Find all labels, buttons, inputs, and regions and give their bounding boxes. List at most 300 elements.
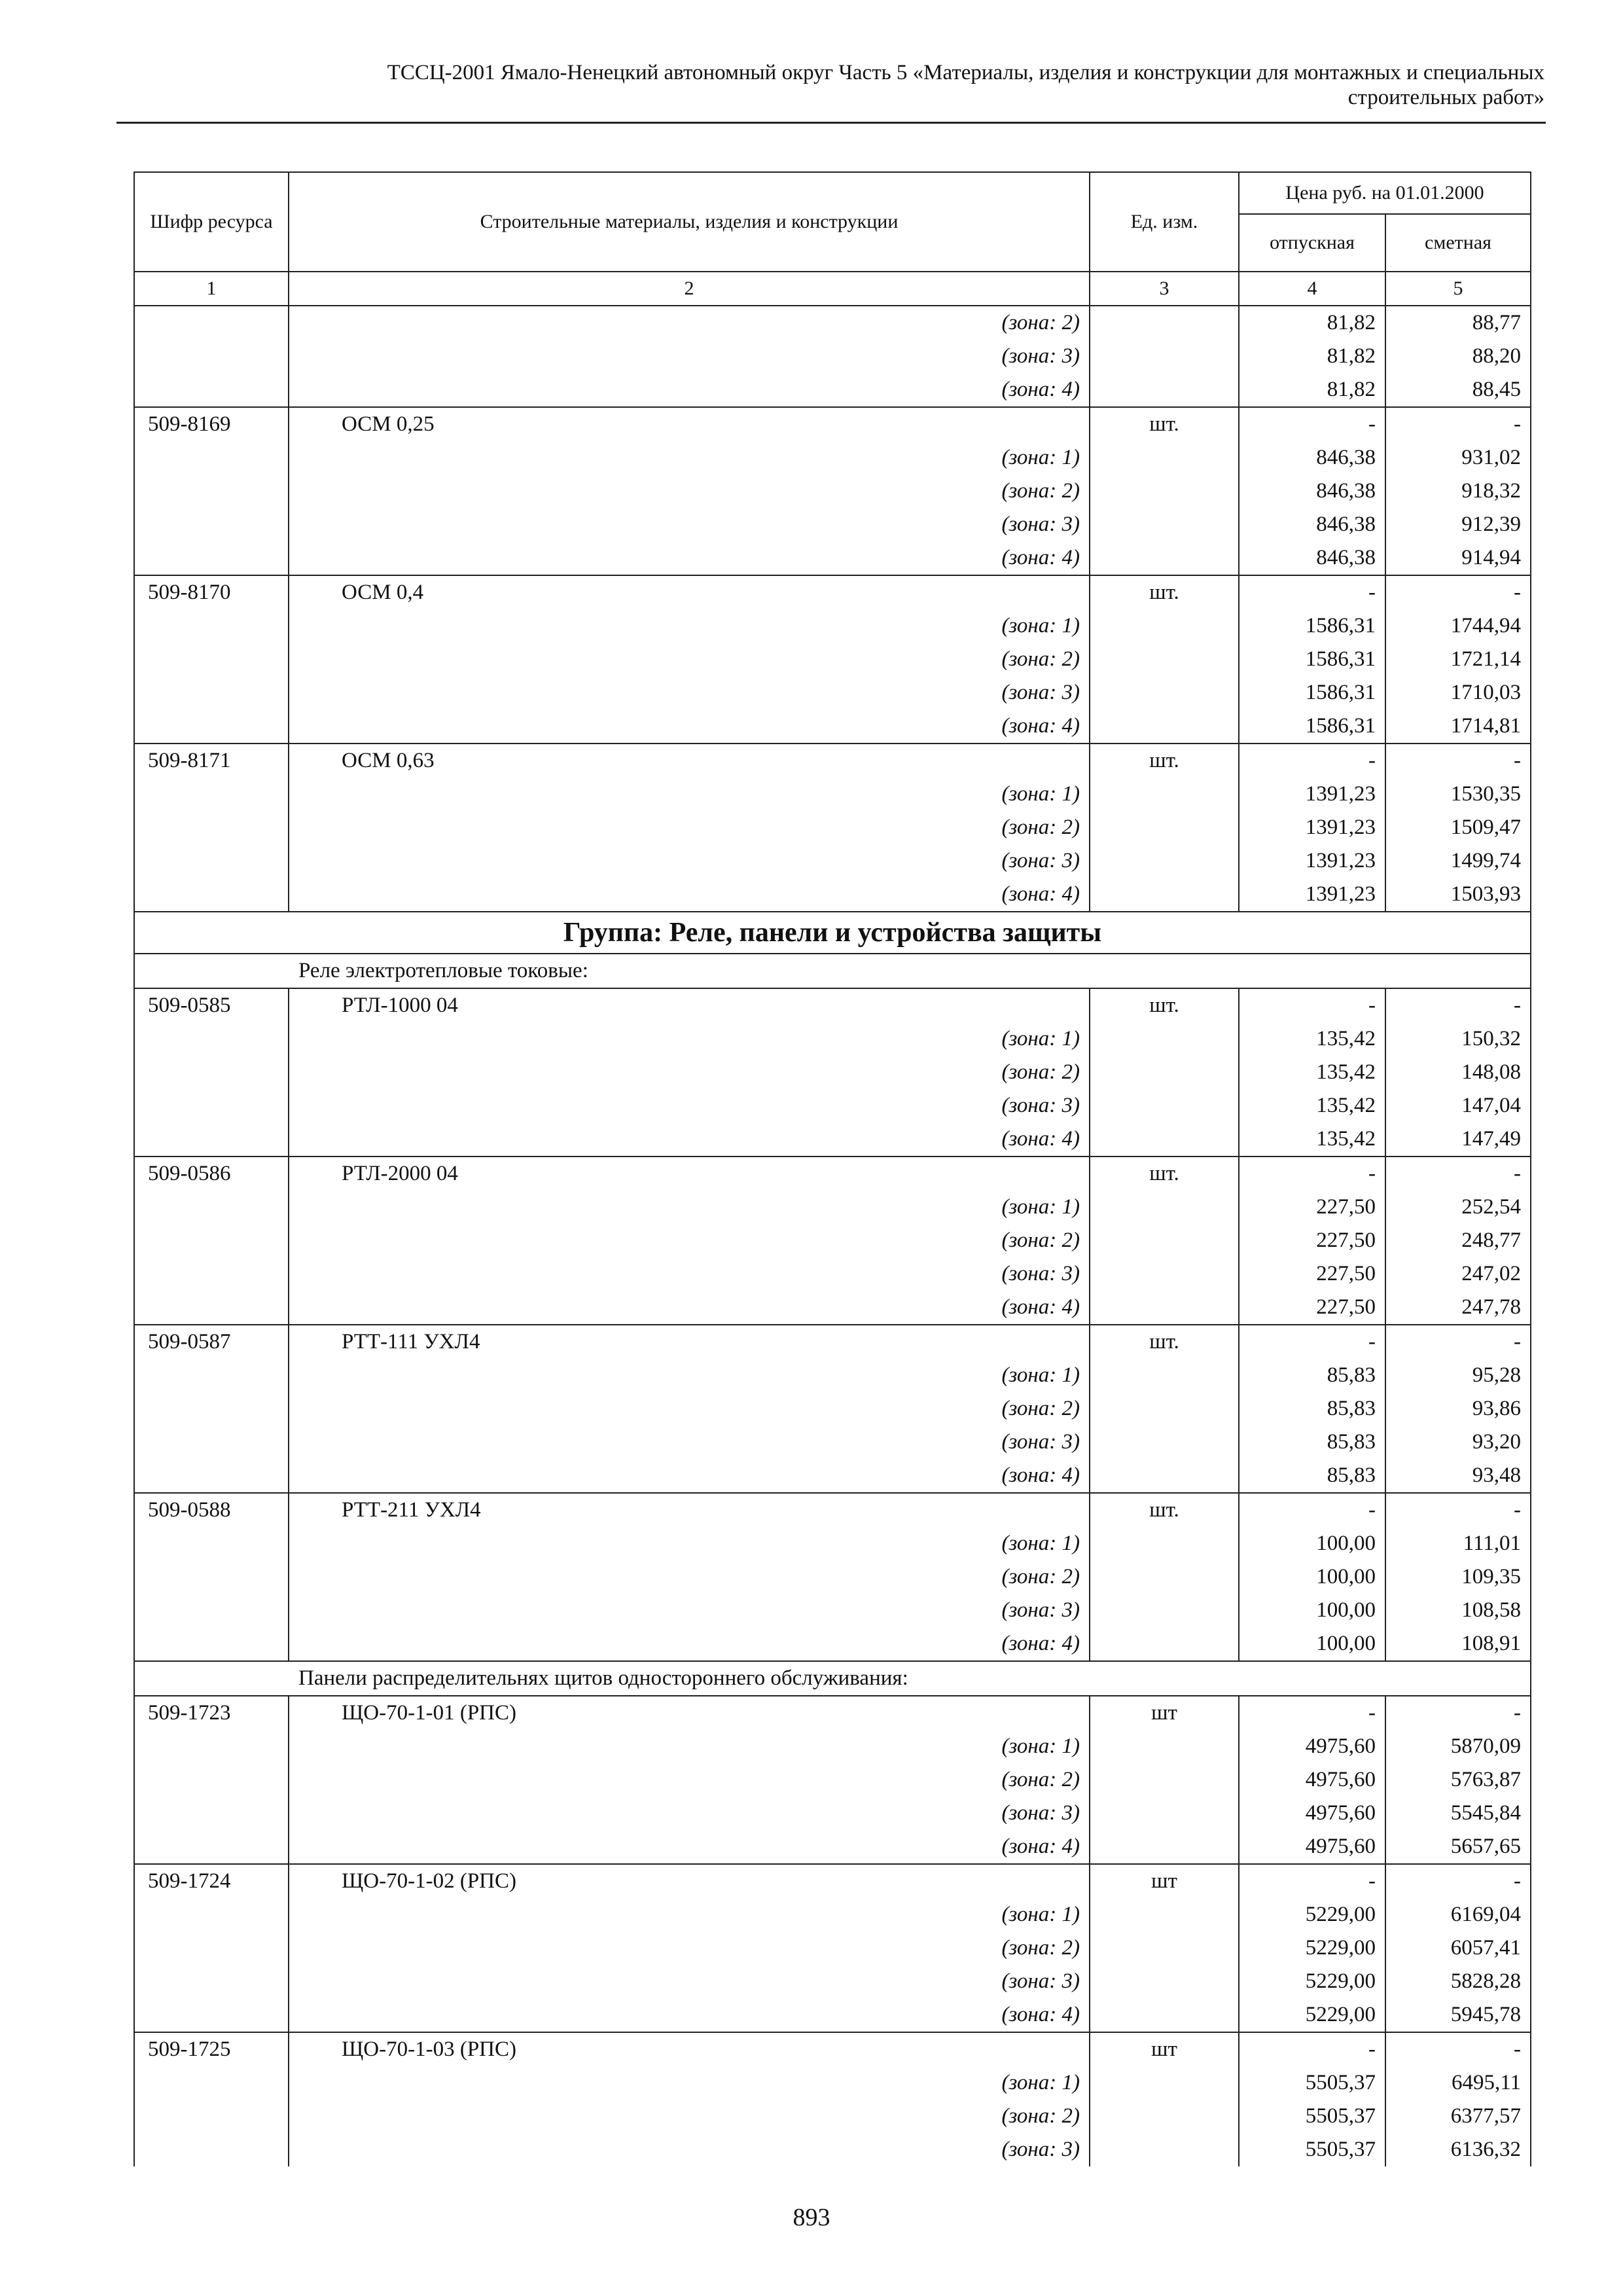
table-row	[134, 407, 1531, 441]
estimate-price: 88,45	[1385, 373, 1531, 407]
resource-code: 509-0585	[134, 988, 289, 1022]
resource-code	[134, 1257, 289, 1291]
resource-code	[134, 373, 289, 407]
zone-label: (зона: 2)	[289, 1560, 1090, 1594]
unit-cell	[1090, 1224, 1239, 1257]
resource-name: ЩО-70-1-02 (РПС)	[289, 1864, 1090, 1898]
unit-cell	[1090, 709, 1239, 744]
estimate-price: 1530,35	[1385, 778, 1531, 811]
zone-row	[134, 878, 1531, 912]
resource-code	[134, 609, 289, 643]
unit-cell	[1090, 1998, 1239, 2032]
table-row	[134, 2032, 1531, 2066]
zone-row	[134, 778, 1531, 811]
unit-cell	[1090, 1359, 1239, 1392]
estimate-price: -	[1385, 407, 1531, 441]
estimate-price: 912,39	[1385, 508, 1531, 541]
unit-cell	[1090, 1965, 1239, 1998]
resource-code	[134, 1965, 289, 1998]
unit-cell	[1090, 2100, 1239, 2133]
zone-row	[134, 306, 1531, 340]
estimate-price: 5763,87	[1385, 1763, 1531, 1797]
zone-row	[134, 1291, 1531, 1325]
subgroup-title: Реле электротепловые токовые:	[134, 954, 1531, 988]
resource-code	[134, 508, 289, 541]
release-price: 100,00	[1239, 1594, 1385, 1627]
zone-label: (зона: 4)	[289, 709, 1090, 744]
zone-label: (зона: 3)	[289, 2133, 1090, 2166]
release-price: 1391,23	[1239, 811, 1385, 844]
zone-label: (зона: 1)	[289, 1022, 1090, 1056]
zone-label: (зона: 1)	[289, 1527, 1090, 1560]
unit-cell	[1090, 1931, 1239, 1965]
estimate-price: 1509,47	[1385, 811, 1531, 844]
group-row	[134, 912, 1531, 954]
unit-cell	[1090, 1527, 1239, 1560]
estimate-price: 1721,14	[1385, 643, 1531, 676]
subgroup-row	[134, 1661, 1531, 1696]
zone-label: (зона: 4)	[289, 1830, 1090, 1864]
release-price: 135,42	[1239, 1056, 1385, 1089]
unit-cell	[1090, 475, 1239, 508]
release-price: 100,00	[1239, 1627, 1385, 1661]
zone-label: (зона: 3)	[289, 1089, 1090, 1122]
zone-row	[134, 541, 1531, 575]
release-price: -	[1239, 1493, 1385, 1527]
resource-code	[134, 709, 289, 744]
release-price: -	[1239, 988, 1385, 1022]
table-row	[134, 1157, 1531, 1191]
estimate-price: 6057,41	[1385, 1931, 1531, 1965]
zone-row	[134, 2133, 1531, 2166]
column-number: 3	[1090, 272, 1239, 306]
zone-row	[134, 475, 1531, 508]
zone-label: (зона: 4)	[289, 1459, 1090, 1493]
resource-code: 509-8170	[134, 575, 289, 609]
estimate-price: -	[1385, 1696, 1531, 1730]
zone-label: (зона: 2)	[289, 811, 1090, 844]
zone-label: (зона: 3)	[289, 844, 1090, 878]
estimate-price: 1503,93	[1385, 878, 1531, 912]
table-row	[134, 575, 1531, 609]
estimate-price: 914,94	[1385, 541, 1531, 575]
resource-code	[134, 878, 289, 912]
resource-name: РТТ-111 УХЛ4	[289, 1325, 1090, 1359]
estimate-price: 147,04	[1385, 1089, 1531, 1122]
estimate-price: 1714,81	[1385, 709, 1531, 744]
estimate-price: 150,32	[1385, 1022, 1531, 1056]
zone-label: (зона: 3)	[289, 1426, 1090, 1459]
release-price: 846,38	[1239, 541, 1385, 575]
price-table	[134, 171, 1531, 2166]
release-price: 1391,23	[1239, 878, 1385, 912]
zone-label: (зона: 1)	[289, 2066, 1090, 2100]
unit-cell	[1090, 373, 1239, 407]
release-price: -	[1239, 1157, 1385, 1191]
resource-code	[134, 1763, 289, 1797]
resource-code: 509-8169	[134, 407, 289, 441]
estimate-price: 88,77	[1385, 306, 1531, 340]
estimate-price: 108,91	[1385, 1627, 1531, 1661]
resource-code	[134, 1426, 289, 1459]
release-price: 85,83	[1239, 1426, 1385, 1459]
zone-label: (зона: 3)	[289, 340, 1090, 373]
release-price: 1586,31	[1239, 643, 1385, 676]
resource-code	[134, 1998, 289, 2032]
release-price: -	[1239, 1696, 1385, 1730]
unit-cell	[1090, 2066, 1239, 2100]
resource-code	[134, 1898, 289, 1931]
unit-cell	[1090, 340, 1239, 373]
resource-code	[134, 1359, 289, 1392]
column-number: 5	[1385, 272, 1531, 306]
resource-code: 509-0586	[134, 1157, 289, 1191]
unit-cell	[1090, 1459, 1239, 1493]
unit-cell	[1090, 1426, 1239, 1459]
zone-label: (зона: 1)	[289, 1898, 1090, 1931]
resource-code	[134, 541, 289, 575]
zone-row	[134, 676, 1531, 709]
estimate-price: 93,20	[1385, 1426, 1531, 1459]
estimate-price: 6377,57	[1385, 2100, 1531, 2133]
release-price: 5229,00	[1239, 1931, 1385, 1965]
estimate-price: 109,35	[1385, 1560, 1531, 1594]
estimate-price: 931,02	[1385, 441, 1531, 475]
unit-cell: шт	[1090, 1864, 1239, 1898]
zone-label: (зона: 2)	[289, 643, 1090, 676]
release-price: 1391,23	[1239, 844, 1385, 878]
resource-code	[134, 340, 289, 373]
resource-code: 509-8171	[134, 744, 289, 778]
zone-row	[134, 1797, 1531, 1830]
unit-cell	[1090, 609, 1239, 643]
zone-label: (зона: 4)	[289, 1122, 1090, 1157]
estimate-price: 252,54	[1385, 1191, 1531, 1224]
release-price: 227,50	[1239, 1257, 1385, 1291]
unit-cell	[1090, 643, 1239, 676]
release-price: -	[1239, 1864, 1385, 1898]
resource-code	[134, 1224, 289, 1257]
estimate-price: -	[1385, 988, 1531, 1022]
resource-name: РТЛ-2000 04	[289, 1157, 1090, 1191]
release-price: 85,83	[1239, 1359, 1385, 1392]
zone-label: (зона: 4)	[289, 373, 1090, 407]
zone-row	[134, 1459, 1531, 1493]
estimate-price: 1499,74	[1385, 844, 1531, 878]
estimate-price: 93,48	[1385, 1459, 1531, 1493]
zone-row	[134, 1763, 1531, 1797]
zone-label: (зона: 3)	[289, 1257, 1090, 1291]
zone-row	[134, 1931, 1531, 1965]
zone-row	[134, 1392, 1531, 1426]
resource-code	[134, 1191, 289, 1224]
unit-cell	[1090, 676, 1239, 709]
release-price: 81,82	[1239, 340, 1385, 373]
zone-row	[134, 1527, 1531, 1560]
zone-row	[134, 2100, 1531, 2133]
release-price: 846,38	[1239, 441, 1385, 475]
estimate-price: 6136,32	[1385, 2133, 1531, 2166]
resource-code	[134, 1527, 289, 1560]
estimate-price: 248,77	[1385, 1224, 1531, 1257]
estimate-price: -	[1385, 744, 1531, 778]
resource-code	[134, 1122, 289, 1157]
unit-cell	[1090, 2133, 1239, 2166]
zone-row	[134, 1122, 1531, 1157]
release-price: 1391,23	[1239, 778, 1385, 811]
unit-cell: шт.	[1090, 407, 1239, 441]
release-price: -	[1239, 407, 1385, 441]
zone-label: (зона: 2)	[289, 475, 1090, 508]
release-price: 4975,60	[1239, 1763, 1385, 1797]
table-row	[134, 988, 1531, 1022]
estimate-price: 1744,94	[1385, 609, 1531, 643]
column-number: 2	[289, 272, 1090, 306]
zone-label: (зона: 4)	[289, 1291, 1090, 1325]
resource-code	[134, 2100, 289, 2133]
resource-code: 509-1724	[134, 1864, 289, 1898]
zone-row	[134, 1560, 1531, 1594]
resource-code	[134, 2066, 289, 2100]
resource-code	[134, 1730, 289, 1763]
col-header-name: Строительные материалы, изделия и конструкции	[289, 172, 1090, 272]
release-price: 1586,31	[1239, 609, 1385, 643]
page-number: 893	[793, 2204, 830, 2231]
unit-cell	[1090, 844, 1239, 878]
unit-cell: шт.	[1090, 1493, 1239, 1527]
zone-row	[134, 709, 1531, 744]
zone-label: (зона: 1)	[289, 1359, 1090, 1392]
table-row	[134, 1325, 1531, 1359]
resource-code	[134, 1627, 289, 1661]
resource-code	[134, 1830, 289, 1864]
col-header-unit: Ед. изм.	[1090, 172, 1239, 272]
zone-label: (зона: 3)	[289, 1797, 1090, 1830]
zone-label: (зона: 3)	[289, 676, 1090, 709]
estimate-price: -	[1385, 575, 1531, 609]
zone-row	[134, 1022, 1531, 1056]
col-header-code: Шифр ресурса	[134, 172, 289, 272]
zone-label: (зона: 1)	[289, 441, 1090, 475]
zone-row	[134, 1056, 1531, 1089]
zone-label: (зона: 2)	[289, 2100, 1090, 2133]
unit-cell	[1090, 508, 1239, 541]
zone-label: (зона: 3)	[289, 1594, 1090, 1627]
zone-label: (зона: 4)	[289, 1998, 1090, 2032]
zone-label: (зона: 3)	[289, 1965, 1090, 1998]
estimate-price: 5545,84	[1385, 1797, 1531, 1830]
zone-label: (зона: 2)	[289, 306, 1090, 340]
estimate-price: 5657,65	[1385, 1830, 1531, 1864]
zone-row	[134, 1898, 1531, 1931]
zone-label: (зона: 1)	[289, 609, 1090, 643]
resource-code: 509-1725	[134, 2032, 289, 2066]
group-title: Группа: Реле, панели и устройства защиты	[134, 912, 1531, 954]
release-price: 5505,37	[1239, 2100, 1385, 2133]
resource-code: 509-0587	[134, 1325, 289, 1359]
col-header-estimate: сметная	[1385, 214, 1531, 272]
unit-cell	[1090, 1627, 1239, 1661]
estimate-price: 5828,28	[1385, 1965, 1531, 1998]
release-price: 5505,37	[1239, 2066, 1385, 2100]
unit-cell	[1090, 541, 1239, 575]
zone-row	[134, 844, 1531, 878]
unit-cell	[1090, 1763, 1239, 1797]
table-row	[134, 744, 1531, 778]
unit-cell	[1090, 778, 1239, 811]
release-price: 81,82	[1239, 306, 1385, 340]
subgroup-row	[134, 954, 1531, 988]
column-number: 1	[134, 272, 289, 306]
column-number: 4	[1239, 272, 1385, 306]
estimate-price: -	[1385, 1493, 1531, 1527]
resource-code	[134, 441, 289, 475]
unit-cell: шт.	[1090, 1325, 1239, 1359]
estimate-price: -	[1385, 2032, 1531, 2066]
zone-label: (зона: 2)	[289, 1056, 1090, 1089]
estimate-price: 247,02	[1385, 1257, 1531, 1291]
resource-code: 509-0588	[134, 1493, 289, 1527]
release-price: 1586,31	[1239, 676, 1385, 709]
zone-row	[134, 373, 1531, 407]
resource-code	[134, 1056, 289, 1089]
unit-cell	[1090, 1022, 1239, 1056]
estimate-price: 147,49	[1385, 1122, 1531, 1157]
unit-cell: шт	[1090, 2032, 1239, 2066]
release-price: 5229,00	[1239, 1898, 1385, 1931]
estimate-price: 918,32	[1385, 475, 1531, 508]
release-price: 4975,60	[1239, 1797, 1385, 1830]
zone-row	[134, 1998, 1531, 2032]
zone-row	[134, 1359, 1531, 1392]
zone-row	[134, 508, 1531, 541]
unit-cell	[1090, 306, 1239, 340]
release-price: 135,42	[1239, 1122, 1385, 1157]
estimate-price: 108,58	[1385, 1594, 1531, 1627]
resource-name: ОСМ 0,4	[289, 575, 1090, 609]
release-price: 227,50	[1239, 1224, 1385, 1257]
estimate-price: -	[1385, 1325, 1531, 1359]
resource-code: 509-1723	[134, 1696, 289, 1730]
unit-cell	[1090, 1122, 1239, 1157]
column-numbers-row	[134, 272, 1531, 306]
unit-cell	[1090, 1898, 1239, 1931]
resource-code	[134, 1931, 289, 1965]
zone-label: (зона: 2)	[289, 1224, 1090, 1257]
release-price: 100,00	[1239, 1560, 1385, 1594]
unit-cell	[1090, 1797, 1239, 1830]
unit-cell	[1090, 1830, 1239, 1864]
release-price: 4975,60	[1239, 1830, 1385, 1864]
release-price: -	[1239, 2032, 1385, 2066]
resource-code	[134, 1392, 289, 1426]
zone-label: (зона: 4)	[289, 878, 1090, 912]
resource-code	[134, 1560, 289, 1594]
col-header-release: отпускная	[1239, 214, 1385, 272]
estimate-price: 148,08	[1385, 1056, 1531, 1089]
running-header-line2: строительных работ»	[1347, 86, 1544, 109]
zone-label: (зона: 4)	[289, 541, 1090, 575]
estimate-price: 93,86	[1385, 1392, 1531, 1426]
release-price: -	[1239, 1325, 1385, 1359]
release-price: 846,38	[1239, 508, 1385, 541]
table-head	[134, 172, 1531, 306]
zone-label: (зона: 2)	[289, 1763, 1090, 1797]
estimate-price: 88,20	[1385, 340, 1531, 373]
release-price: -	[1239, 575, 1385, 609]
zone-row	[134, 643, 1531, 676]
unit-cell	[1090, 1089, 1239, 1122]
unit-cell	[1090, 1291, 1239, 1325]
estimate-price: 6169,04	[1385, 1898, 1531, 1931]
zone-label: (зона: 1)	[289, 1730, 1090, 1763]
table-row	[134, 1864, 1531, 1898]
resource-code	[134, 1089, 289, 1122]
resource-name: ЩО-70-1-03 (РПС)	[289, 2032, 1090, 2066]
zone-row	[134, 1224, 1531, 1257]
zone-row	[134, 1089, 1531, 1122]
zone-label: (зона: 3)	[289, 508, 1090, 541]
release-price: 100,00	[1239, 1527, 1385, 1560]
resource-code	[134, 811, 289, 844]
estimate-price: 6495,11	[1385, 2066, 1531, 2100]
unit-cell	[1090, 441, 1239, 475]
header-rule	[116, 122, 1546, 124]
unit-cell	[1090, 811, 1239, 844]
zone-row	[134, 340, 1531, 373]
estimate-price: 5945,78	[1385, 1998, 1531, 2032]
estimate-price: 1710,03	[1385, 676, 1531, 709]
release-price: 135,42	[1239, 1022, 1385, 1056]
resource-code	[134, 1459, 289, 1493]
zone-row	[134, 441, 1531, 475]
unit-cell	[1090, 1594, 1239, 1627]
unit-cell: шт.	[1090, 744, 1239, 778]
resource-code	[134, 1291, 289, 1325]
resource-name: ЩО-70-1-01 (РПС)	[289, 1696, 1090, 1730]
release-price: 85,83	[1239, 1392, 1385, 1426]
running-header-line1: ТССЦ-2001 Ямало-Ненецкий автономный округ Часть 5 «Материалы, изделия и конструкции для монтажных и специальных	[387, 61, 1544, 84]
unit-cell	[1090, 1056, 1239, 1089]
table-row	[134, 1696, 1531, 1730]
unit-cell: шт.	[1090, 988, 1239, 1022]
release-price: 5229,00	[1239, 1998, 1385, 2032]
resource-code	[134, 643, 289, 676]
resource-code	[134, 475, 289, 508]
zone-row	[134, 609, 1531, 643]
zone-row	[134, 1191, 1531, 1224]
resource-code	[134, 778, 289, 811]
unit-cell	[1090, 1730, 1239, 1763]
estimate-price: -	[1385, 1157, 1531, 1191]
zone-row	[134, 1730, 1531, 1763]
zone-label: (зона: 1)	[289, 778, 1090, 811]
zone-row	[134, 811, 1531, 844]
resource-code	[134, 2133, 289, 2166]
zone-row	[134, 1965, 1531, 1998]
unit-cell	[1090, 1560, 1239, 1594]
resource-name: РТЛ-1000 04	[289, 988, 1090, 1022]
release-price: 1586,31	[1239, 709, 1385, 744]
release-price: 5505,37	[1239, 2133, 1385, 2166]
table-row	[134, 1493, 1531, 1527]
resource-code	[134, 1797, 289, 1830]
resource-code	[134, 676, 289, 709]
resource-name: ОСМ 0,63	[289, 744, 1090, 778]
unit-cell	[1090, 878, 1239, 912]
resource-code	[134, 1022, 289, 1056]
resource-name: ОСМ 0,25	[289, 407, 1090, 441]
